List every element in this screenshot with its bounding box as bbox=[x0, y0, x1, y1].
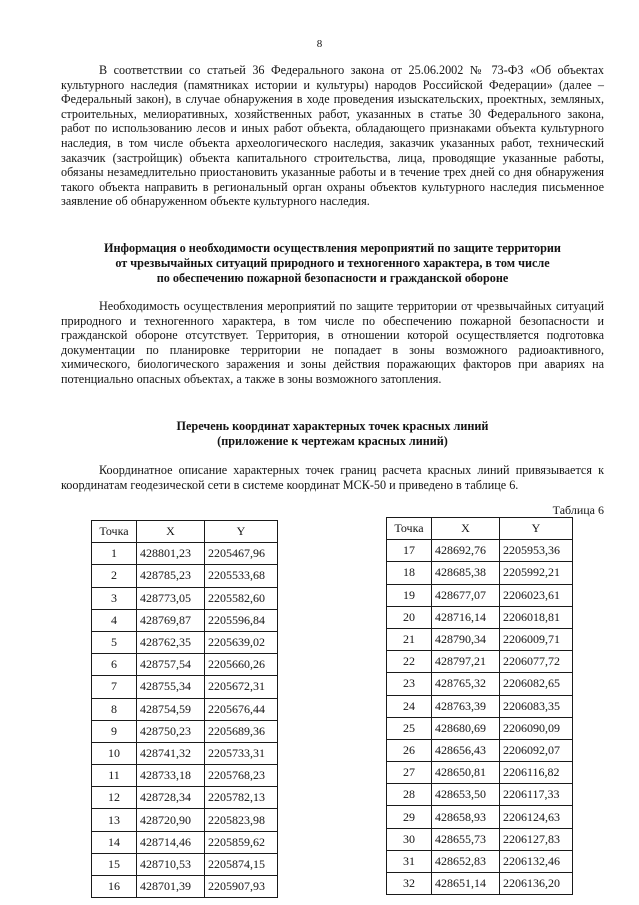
cell-point: 17 bbox=[387, 540, 432, 562]
paragraph-coordinates-description: Координатное описание характерных точек границ расчета красных линий привязывается к координатам геодезической сети в системе координат МСК-50 и приведено в таблице 6. bbox=[61, 463, 604, 492]
cell-y: 2205660,26 bbox=[205, 654, 278, 676]
table-row bbox=[387, 562, 573, 584]
page-number: 8 bbox=[316, 38, 323, 50]
cell-x: 428797,21 bbox=[432, 651, 500, 673]
cell-point: 11 bbox=[92, 765, 137, 787]
cell-x: 428701,39 bbox=[137, 876, 205, 898]
cell-point: 20 bbox=[387, 606, 432, 628]
cell-y: 2205676,44 bbox=[205, 698, 278, 720]
cell-y: 2206018,81 bbox=[500, 606, 573, 628]
cell-x: 428755,34 bbox=[137, 676, 205, 698]
cell-point: 26 bbox=[387, 739, 432, 761]
cell-y: 2205768,23 bbox=[205, 765, 278, 787]
cell-point: 10 bbox=[92, 742, 137, 764]
cell-y: 2205672,31 bbox=[205, 676, 278, 698]
cell-x: 428733,18 bbox=[137, 765, 205, 787]
table-row bbox=[387, 673, 573, 695]
cell-point: 7 bbox=[92, 676, 137, 698]
heading-line: по обеспечению пожарной безопасности и гражданской обороне bbox=[156, 271, 509, 285]
cell-y: 2205907,93 bbox=[205, 876, 278, 898]
table-row bbox=[387, 762, 573, 784]
cell-x: 428692,76 bbox=[432, 540, 500, 562]
cell-y: 2206127,83 bbox=[500, 828, 573, 850]
heading-line: Перечень координат характерных точек красных линий bbox=[176, 419, 489, 433]
cell-y: 2205533,68 bbox=[205, 565, 278, 587]
table-row bbox=[92, 565, 278, 587]
table-row bbox=[92, 853, 278, 875]
cell-x: 428714,46 bbox=[137, 831, 205, 853]
cell-point: 13 bbox=[92, 809, 137, 831]
cell-y: 2206116,82 bbox=[500, 762, 573, 784]
table-row bbox=[387, 606, 573, 628]
table-caption: Таблица 6 bbox=[552, 503, 604, 517]
coordinates-table-right bbox=[386, 517, 573, 895]
header-x: X bbox=[137, 521, 205, 543]
cell-point: 19 bbox=[387, 584, 432, 606]
cell-x: 428765,32 bbox=[432, 673, 500, 695]
coordinates-table-left bbox=[91, 520, 278, 898]
cell-point: 9 bbox=[92, 720, 137, 742]
cell-x: 428763,39 bbox=[432, 695, 500, 717]
cell-y: 2205639,02 bbox=[205, 631, 278, 653]
table-row bbox=[92, 631, 278, 653]
cell-x: 428750,23 bbox=[137, 720, 205, 742]
table-row bbox=[92, 698, 278, 720]
table-row bbox=[92, 587, 278, 609]
cell-x: 428655,73 bbox=[432, 828, 500, 850]
cell-point: 25 bbox=[387, 717, 432, 739]
cell-x: 428762,35 bbox=[137, 631, 205, 653]
cell-y: 2205823,98 bbox=[205, 809, 278, 831]
cell-y: 2206136,20 bbox=[500, 873, 573, 895]
cell-point: 5 bbox=[92, 631, 137, 653]
cell-point: 29 bbox=[387, 806, 432, 828]
cell-y: 2205874,15 bbox=[205, 853, 278, 875]
cell-point: 32 bbox=[387, 873, 432, 895]
cell-point: 30 bbox=[387, 828, 432, 850]
table-row bbox=[387, 784, 573, 806]
cell-x: 428716,14 bbox=[432, 606, 500, 628]
cell-point: 14 bbox=[92, 831, 137, 853]
table-row bbox=[387, 584, 573, 606]
cell-point: 6 bbox=[92, 654, 137, 676]
cell-point: 2 bbox=[92, 565, 137, 587]
cell-x: 428720,90 bbox=[137, 809, 205, 831]
cell-y: 2205953,36 bbox=[500, 540, 573, 562]
table-row bbox=[387, 806, 573, 828]
table-row bbox=[92, 742, 278, 764]
cell-x: 428801,23 bbox=[137, 543, 205, 565]
table-row bbox=[92, 787, 278, 809]
cell-x: 428728,34 bbox=[137, 787, 205, 809]
cell-x: 428680,69 bbox=[432, 717, 500, 739]
cell-y: 2205859,62 bbox=[205, 831, 278, 853]
cell-y: 2206077,72 bbox=[500, 651, 573, 673]
table-row bbox=[92, 654, 278, 676]
cell-point: 4 bbox=[92, 609, 137, 631]
table-row bbox=[387, 540, 573, 562]
cell-y: 2206117,33 bbox=[500, 784, 573, 806]
cell-point: 23 bbox=[387, 673, 432, 695]
cell-x: 428785,23 bbox=[137, 565, 205, 587]
cell-y: 2206082,65 bbox=[500, 673, 573, 695]
table-row bbox=[92, 609, 278, 631]
cell-point: 21 bbox=[387, 628, 432, 650]
heading-line: Информация о необходимости осуществления мероприятий по защите территории bbox=[104, 241, 561, 255]
cell-point: 18 bbox=[387, 562, 432, 584]
table-row bbox=[92, 876, 278, 898]
table-row bbox=[92, 765, 278, 787]
paragraph-cultural-heritage: В соответствии со статьей 36 Федерального закона от 25.06.2002 № 73-ФЗ «Об объектах культурного наследия (памятниках истории и культуры) народов Российской Федерации» (далее – Федеральный закон), в случае обнаружения в ходе проведения изыскательских, проектных, земляных, строительных, мелиоративных, хозяйственных работ, указанных в статье 30 Федерального закона, работ по использованию лесов и иных работ объекта, обладающего признаками объекта культурного наследия, в том числе объекта археологического наследия, заказчик указанных работ, технический заказчик (застройщик) объекта капитального строительства, лица, проводящие указанные работы, обязаны незамедлительно приостановить указанные работы и в течение трех дней со дня обнаружения такого объекта направить в региональный орган охраны объектов культурного наследия письменное заявление об обнаруженном объекте культурного наследия. bbox=[61, 63, 604, 209]
cell-x: 428656,43 bbox=[432, 739, 500, 761]
header-x: X bbox=[432, 518, 500, 540]
heading-coordinates-list bbox=[61, 419, 604, 449]
header-point: Точка bbox=[387, 518, 432, 540]
table-row bbox=[387, 628, 573, 650]
heading-emergency-protection bbox=[61, 241, 604, 286]
cell-y: 2206132,46 bbox=[500, 850, 573, 872]
cell-x: 428790,34 bbox=[432, 628, 500, 650]
cell-x: 428652,83 bbox=[432, 850, 500, 872]
cell-y: 2206090,09 bbox=[500, 717, 573, 739]
cell-point: 8 bbox=[92, 698, 137, 720]
cell-x: 428658,93 bbox=[432, 806, 500, 828]
cell-y: 2205467,96 bbox=[205, 543, 278, 565]
table-row bbox=[387, 739, 573, 761]
cell-x: 428754,59 bbox=[137, 698, 205, 720]
cell-x: 428650,81 bbox=[432, 762, 500, 784]
table-row bbox=[92, 831, 278, 853]
cell-point: 1 bbox=[92, 543, 137, 565]
table-row bbox=[92, 720, 278, 742]
cell-x: 428710,53 bbox=[137, 853, 205, 875]
table-header-row bbox=[387, 518, 573, 540]
table-row bbox=[92, 543, 278, 565]
table-header-row bbox=[92, 521, 278, 543]
table-row bbox=[387, 873, 573, 895]
heading-line: (приложение к чертежам красных линий) bbox=[217, 434, 448, 448]
table-row bbox=[92, 809, 278, 831]
cell-y: 2206092,07 bbox=[500, 739, 573, 761]
header-point: Точка bbox=[92, 521, 137, 543]
table-body-left bbox=[92, 543, 278, 898]
cell-y: 2206009,71 bbox=[500, 628, 573, 650]
cell-point: 22 bbox=[387, 651, 432, 673]
paragraph-emergency-protection: Необходимость осуществления мероприятий по защите территории от чрезвычайных ситуаций природного и техногенного характера, в том числе по обеспечению пожарной безопасности и гражданской обороне отсутствует. Территория, в отношении которой осуществляется подготовка документации по планировке территории не попадает в зоны возможного радиоактивного, химического, биологического заражения и зоны действия поражающих факторов при авариях на потенциально опасных объектах, а также в зоны возможного затопления. bbox=[61, 299, 604, 386]
cell-point: 28 bbox=[387, 784, 432, 806]
cell-point: 15 bbox=[92, 853, 137, 875]
cell-x: 428773,05 bbox=[137, 587, 205, 609]
cell-point: 31 bbox=[387, 850, 432, 872]
table-row bbox=[387, 651, 573, 673]
cell-point: 24 bbox=[387, 695, 432, 717]
header-y: Y bbox=[205, 521, 278, 543]
cell-y: 2205733,31 bbox=[205, 742, 278, 764]
header-y: Y bbox=[500, 518, 573, 540]
table-row bbox=[387, 828, 573, 850]
cell-y: 2206124,63 bbox=[500, 806, 573, 828]
cell-y: 2205582,60 bbox=[205, 587, 278, 609]
cell-y: 2205689,36 bbox=[205, 720, 278, 742]
cell-x: 428769,87 bbox=[137, 609, 205, 631]
cell-y: 2205596,84 bbox=[205, 609, 278, 631]
cell-x: 428653,50 bbox=[432, 784, 500, 806]
table-body-right bbox=[387, 540, 573, 895]
cell-x: 428685,38 bbox=[432, 562, 500, 584]
table-row bbox=[92, 676, 278, 698]
cell-y: 2205992,21 bbox=[500, 562, 573, 584]
cell-point: 27 bbox=[387, 762, 432, 784]
cell-point: 12 bbox=[92, 787, 137, 809]
cell-point: 16 bbox=[92, 876, 137, 898]
cell-y: 2206083,35 bbox=[500, 695, 573, 717]
cell-x: 428677,07 bbox=[432, 584, 500, 606]
cell-x: 428651,14 bbox=[432, 873, 500, 895]
table-row bbox=[387, 717, 573, 739]
heading-line: от чрезвычайных ситуаций природного и техногенного характера, в том числе bbox=[115, 256, 550, 270]
cell-x: 428757,54 bbox=[137, 654, 205, 676]
cell-y: 2205782,13 bbox=[205, 787, 278, 809]
table-row bbox=[387, 695, 573, 717]
cell-x: 428741,32 bbox=[137, 742, 205, 764]
cell-y: 2206023,61 bbox=[500, 584, 573, 606]
cell-point: 3 bbox=[92, 587, 137, 609]
table-row bbox=[387, 850, 573, 872]
